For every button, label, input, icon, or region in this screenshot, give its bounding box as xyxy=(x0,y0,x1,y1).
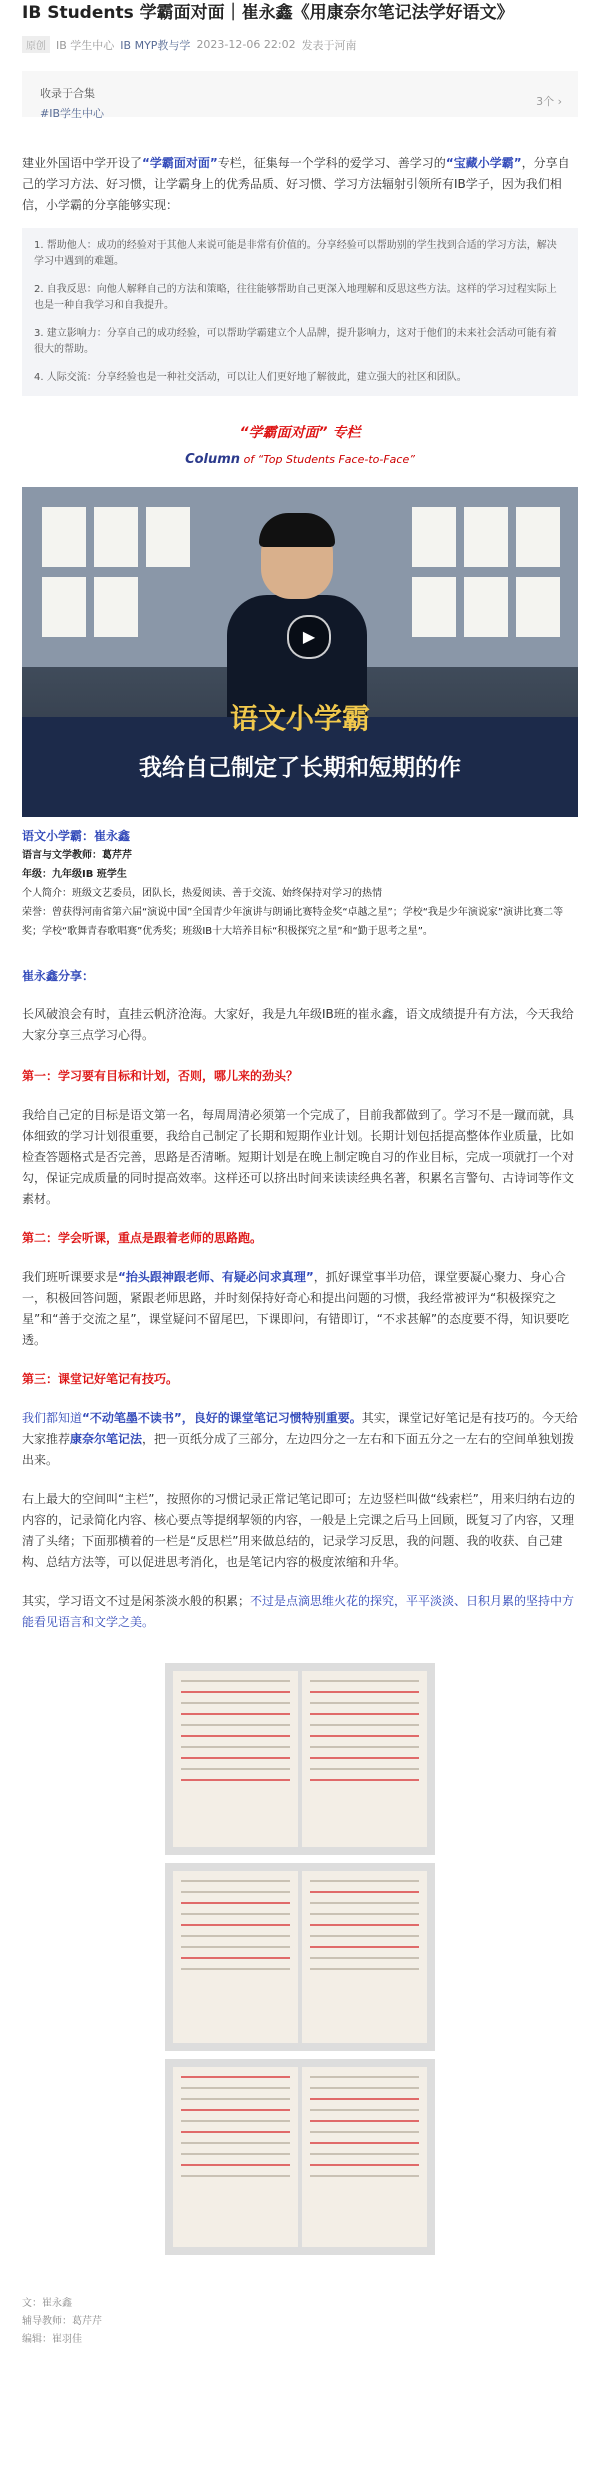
opening-paragraph: 长风破浪会有时，直挂云帆济沧海。大家好，我是九年级IB班的崔永鑫，语文成绩提升有方法，今天我给大家分享三点学习心得。 xyxy=(22,1007,574,1042)
profile-intro: 个人简介：班级文艺委员，团队长，热爱阅读、善于交流、始终保持对学习的热情 xyxy=(22,888,382,899)
notes-photo[interactable] xyxy=(165,1863,435,2051)
share-title: 崔永鑫分享： xyxy=(22,969,95,983)
notes-photo[interactable] xyxy=(165,1663,435,1855)
list-item: 4. 人际交流：分享经验也是一种社交活动，可以让人们更好地了解彼此，建立强大的社区和团队。 xyxy=(34,372,467,383)
footer-writer: 文：崔永鑫 xyxy=(22,2298,72,2309)
collection-card[interactable] xyxy=(22,71,578,120)
collection-label: 收录于合集 xyxy=(40,87,95,100)
footer-editor: 编辑：崔羽佳 xyxy=(22,2334,82,2345)
play-icon[interactable]: ▶ xyxy=(287,615,331,659)
footer-advisor: 辅导教师：葛芹芹 xyxy=(22,2316,102,2327)
article-footer xyxy=(22,2295,578,2349)
section1-heading: 第一：学习要有目标和计划，否则，哪儿来的劲头？ xyxy=(22,1069,299,1083)
list-item: 1. 帮助他人：成功的经验对于其他人来说可能是非常有价值的。分享经验可以帮助别的学生找到合适的学习方法，解决学习中遇到的难题。 xyxy=(34,240,557,267)
section3-body2: 右上最大的空间叫“主栏”，按照你的习惯记录正常记笔记即可；左边竖栏叫做“线索栏”，用来归纳右边的内容的，记录简化内容、核心要点等提纲挈领的内容，一般是上完课之后马上回顾，既复习了内容，又理清了头绪；下面那横着的一栏是“反思栏”用来做总结的，记录学习反思，我的问题、我的收获、自己建构、总结方法等，可以促进思考消化，也是笔记内容的极度浓缩和升华。 xyxy=(22,1492,575,1569)
profile-grade: 年级：九年级IB 班学生 xyxy=(22,869,127,880)
column-subheader: Column of “Top Students Face-to-Face” xyxy=(185,452,415,467)
notes-photo[interactable] xyxy=(165,2059,435,2255)
section2-body: 我们班听课要求是“抬头跟神跟老师、有疑必问求真理”，抓好课堂事半功倍，课堂要凝心聚力、身心合一，积极回答问题，紧跟老师思路，并时刻保持好奇心和提出问题的习惯，我经常被评为“积极探究之星”和“善于交流之星”，课堂疑问不留尾巴，下课即问，有错即订，“不求甚解”的态度要不得，知识要吃透。 xyxy=(22,1270,570,1347)
publish-datetime: 2023-12-06 22:02 xyxy=(196,38,296,51)
article-meta xyxy=(22,36,578,53)
collection-hashtag[interactable]: #IB学生中心 xyxy=(40,107,105,120)
list-item: 3. 建立影响力：分享自己的成功经验，可以帮助学霸建立个人品牌，提升影响力，这对于他们的未来社会活动可能有着很大的帮助。 xyxy=(34,328,557,355)
section3-body: 我们都知道“不动笔墨不读书”，良好的课堂笔记习惯特别重要。其实，课堂记好笔记是有技巧的。今天给大家推荐康奈尔笔记法，把一页纸分成了三部分，左边四分之一左右和下面五分之一左右的空间单独划拨出来。 xyxy=(22,1411,578,1467)
collection-count[interactable]: 3个 › xyxy=(536,95,562,108)
profile-name: 语文小学霸：崔永鑫 xyxy=(22,829,131,843)
article-title: IB Students 学霸面对面｜崔永鑫《用康奈尔笔记法学好语文》 xyxy=(22,3,514,23)
profile-honors: 荣誉：曾获得河南省第六届“演说中国”全国青少年演讲与朗诵比赛特金奖“卓越之星”；学校“我是少年演说家”演讲比赛二等奖；学校“歌舞青春歌唱赛”优秀奖；班级IB十大培养目标“积极探究之星”和“勤于思考之星”。 xyxy=(22,907,564,937)
section1-body: 我给自己定的目标是语文第一名，每周周清必须第一个完成了，目前我都做到了。学习不是一蹴而就，具体细致的学习计划很重要，我给自己制定了长期和短期作业计划。长期计划包括提高整体作业质量，比如检查答题格式是否完善，思路是否清晰。短期计划是在晚上制定晚自习的作业目标，完成一项就打一个对勾，保证完成质量的同时提高效率。这样还可以挤出时间来读读经典名著，积累名言警句、古诗词等作文素材。 xyxy=(22,1108,575,1206)
video-title: 语文小学霸 xyxy=(229,702,370,735)
section3-heading: 第三：课堂记好笔记有技巧。 xyxy=(22,1372,179,1386)
benefits-list xyxy=(22,228,578,396)
closing-paragraph: 其实，学习语文不过是闲茶淡水般的积累；不过是点滴思维火花的探究，平平淡淡、日积月累的坚持中方能看见语言和文学之美。 xyxy=(22,1594,575,1629)
video-subtitle: 我给自己制定了长期和短期的作 xyxy=(139,754,461,781)
section2-heading: 第二：学会听课，重点是跟着老师的思路跑。 xyxy=(22,1231,263,1245)
video-player[interactable] xyxy=(22,487,578,817)
account-link[interactable]: IB MYP教与学 xyxy=(120,38,191,52)
publish-location: 发表于河南 xyxy=(301,38,357,52)
student-profile xyxy=(22,827,578,941)
original-tag: 原创 xyxy=(22,36,50,53)
intro-paragraph: 建业外国语中学开设了“学霸面对面”专栏，征集每一个学科的爱学习、善学习的“宝藏小学霸”，分享自己的学习方法、好习惯，让学霸身上的优秀品质、好习惯、学习方法辐射引领所有IB学子，因为我们相信，小学霸的分享能够实现： xyxy=(22,156,570,212)
author-name[interactable]: IB 学生中心 xyxy=(56,38,115,52)
list-item: 2. 自我反思：向他人解释自己的方法和策略，往往能够帮助自己更深入地理解和反思这些方法。这样的学习过程实际上也是一种自我学习和自我提升。 xyxy=(34,284,557,311)
profile-teacher: 语言与文学教师：葛芹芹 xyxy=(22,850,132,861)
column-header: “学霸面对面” 专栏 xyxy=(239,425,361,441)
chevron-right-icon: › xyxy=(557,95,562,108)
